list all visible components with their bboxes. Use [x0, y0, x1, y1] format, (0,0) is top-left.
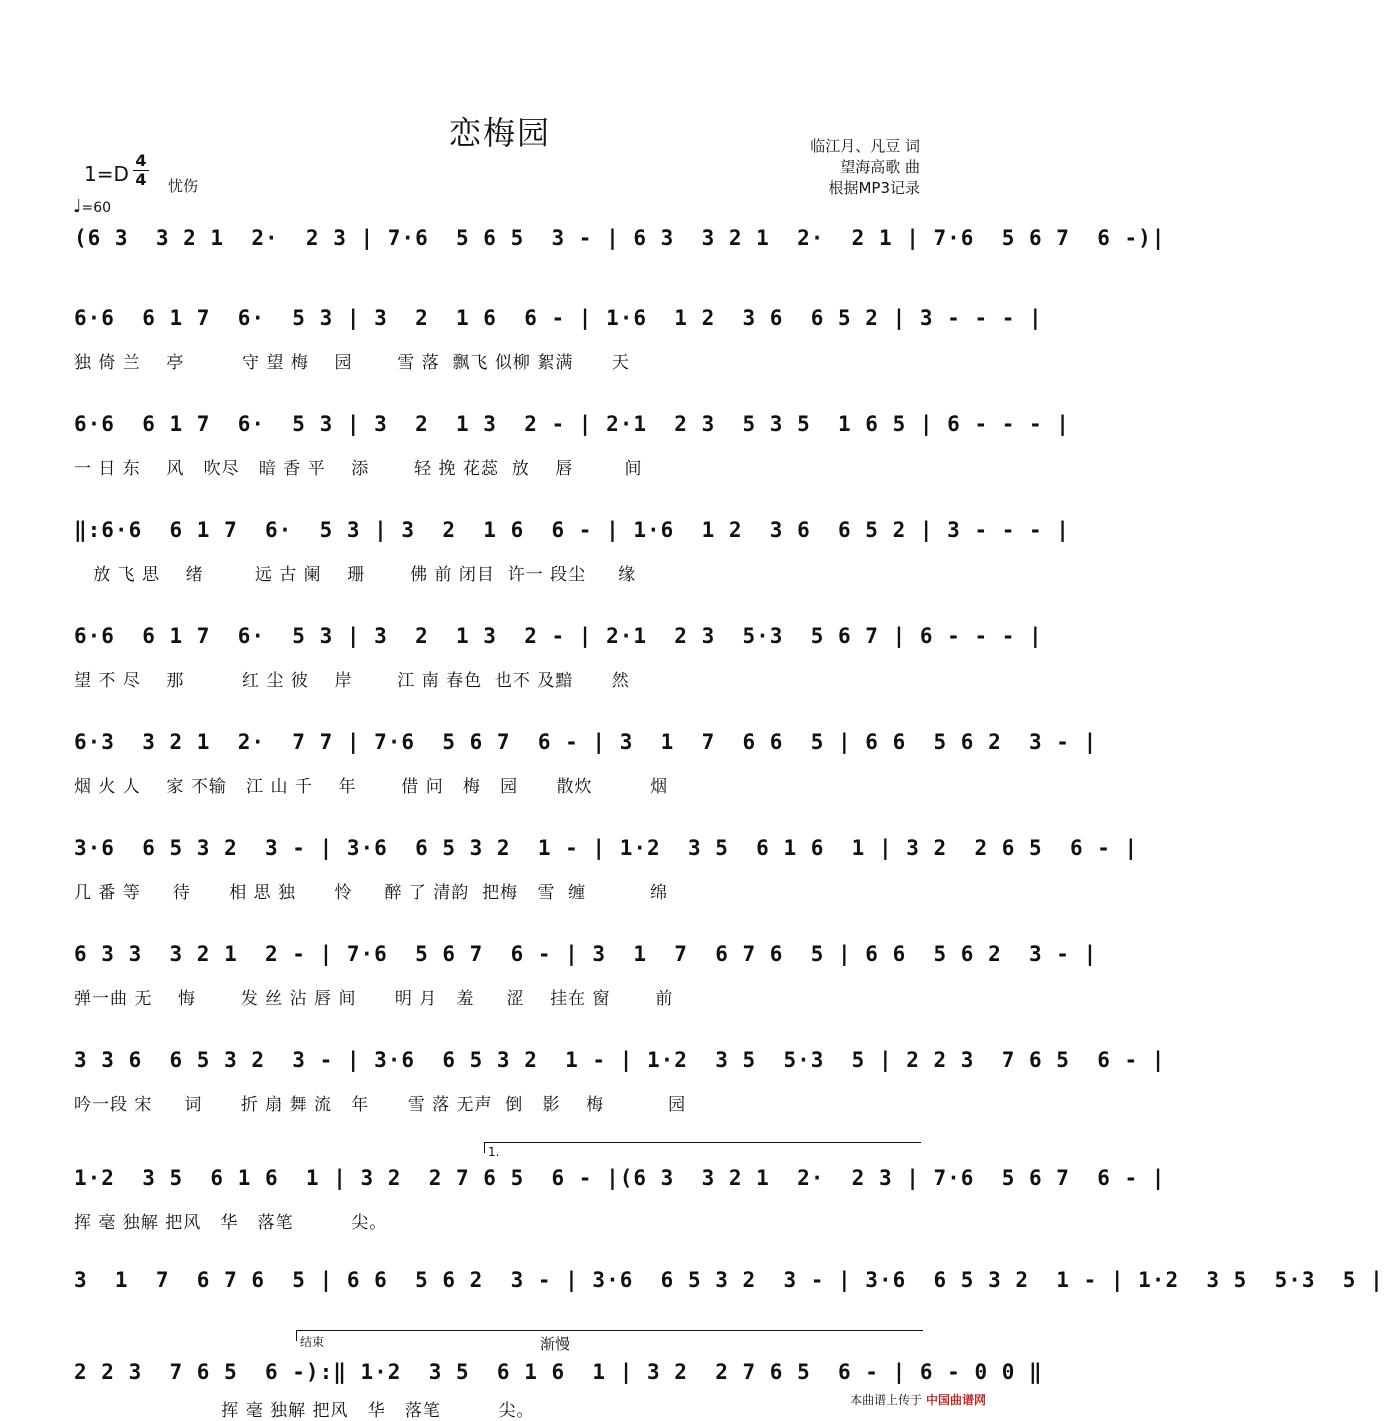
notation-line: 3 3 6 6 5 3 2 3 - | 3·6 6 5 3 2 1 - | 1·2 3 5 5·3 5 | 2 2 3 7 6 5 6 - | — [74, 1048, 1166, 1072]
notation-line: 6·6 6 1 7 6· 5 3 | 3 2 1 3 2 - | 2·1 2 3 5·3 5 6 7 | 6 - - - | — [74, 624, 1043, 648]
ending-bracket — [296, 1330, 923, 1341]
quarter-note-icon: ♩ — [73, 196, 82, 217]
key-signature: 1=D — [84, 162, 129, 186]
notation-line: 2 2 3 7 6 5 6 -):‖ 1·2 3 5 6 1 6 1 | 3 2 2 7 6 5 6 - | 6 - 0 0 ‖ — [74, 1360, 1043, 1384]
footer-credit — [850, 1391, 986, 1408]
notation-line: ‖:6·6 6 1 7 6· 5 3 | 3 2 1 6 6 - | 1·6 1 2 3 6 6 5 2 | 3 - - - | — [74, 518, 1070, 542]
ritardando-marking: 渐慢 — [540, 1335, 571, 1353]
lyric-line: 弹一曲 无 悔 发 丝 沾 唇 间 明 月 羞 涩 挂在 窗 前 — [74, 989, 674, 1009]
score-system-3 — [74, 398, 1070, 498]
score-system-4 — [74, 504, 1070, 604]
lyric-line: 几 番 等 待 相 思 独 怜 醉 了 清韵 把梅 雪 缠 绵 — [74, 883, 669, 903]
mood-marking: 忧伤 — [168, 177, 199, 195]
song-title: 恋梅园 — [448, 114, 551, 152]
score-system-9 — [74, 1034, 1166, 1134]
score-system-10 — [74, 1152, 1166, 1252]
transcription-note: 根据MP3记录 — [828, 179, 920, 197]
lyric-line: 吟一段 宋 词 折 扇 舞 流 年 雪 落 无声 倒 影 梅 园 — [74, 1095, 687, 1115]
score-system-5 — [74, 610, 1043, 710]
meter-bottom: 4 — [135, 170, 147, 189]
notation-line: 6·6 6 1 7 6· 5 3 | 3 2 1 6 6 - | 1·6 1 2 3 6 6 5 2 | 3 - - - | — [74, 306, 1043, 330]
composer: 望海高歌 曲 — [840, 158, 920, 176]
lyric-line: 望 不 尽 那 红 尘 彼 岸 江 南 春色 也不 及黯 然 — [74, 671, 630, 691]
score-system-7 — [74, 822, 1139, 922]
time-signature — [133, 152, 149, 189]
notation-line: 6·3 3 2 1 2· 7 7 | 7·6 5 6 7 6 - | 3 1 7 6 6 5 | 6 6 5 6 2 3 - | — [74, 730, 1098, 754]
ending-label: 结束 — [300, 1335, 325, 1349]
score-system-8 — [74, 928, 1098, 1028]
score-system-2 — [74, 292, 1043, 392]
notation-line: (6 3 3 2 1 2· 2 3 | 7·6 5 6 5 3 - | 6 3 3 2 1 2· 2 1 | 7·6 5 6 7 6 -)| — [74, 226, 1166, 250]
notation-line: 1·2 3 5 6 1 6 1 | 3 2 2 7 6 5 6 - |(6 3 3 2 1 2· 2 3 | 7·6 5 6 7 6 - | — [74, 1166, 1166, 1190]
footer-text: 本曲谱上传于 — [850, 1393, 923, 1407]
site-logo: 中国曲谱网 — [925, 1393, 986, 1407]
lyric-line: 挥 毫 独解 把风 华 落笔 尖。 — [74, 1213, 388, 1233]
lyric-line: 放 飞 思 绪 远 古 阑 珊 佛 前 闭目 许一 段尘 缘 — [74, 565, 637, 585]
tempo-value: =60 — [81, 200, 112, 216]
volta-label: 1. — [488, 1145, 500, 1159]
notation-line: 6·6 6 1 7 6· 5 3 | 3 2 1 3 2 - | 2·1 2 3 5 3 5 1 6 5 | 6 - - - | — [74, 412, 1070, 436]
notation-line: 3 1 7 6 7 6 5 | 6 6 5 6 2 3 - | 3·6 6 5 3 2 3 - | 3·6 6 5 3 2 1 - | 1·2 3 5 5·3 5 | — [74, 1268, 1384, 1292]
lyric-line: 独 倚 兰 亭 守 望 梅 园 雪 落 飘飞 似柳 絮满 天 — [74, 353, 630, 373]
lyric-line: 挥 毫 独解 把风 华 落笔 尖。 — [74, 1401, 535, 1421]
notation-line: 3·6 6 5 3 2 3 - | 3·6 6 5 3 2 1 - | 1·2 3 5 6 1 6 1 | 3 2 2 6 5 6 - | — [74, 836, 1139, 860]
score-system-6 — [74, 716, 1098, 816]
lyricist: 临江月、凡豆 词 — [810, 137, 920, 155]
lyric-line: 一 日 东 风 吹尽 暗 香 平 添 轻 挽 花蕊 放 唇 间 — [74, 459, 643, 479]
meter-top: 4 — [135, 151, 147, 170]
lyric-line: 烟 火 人 家 不输 江 山 千 年 借 问 梅 园 散炊 烟 — [74, 777, 669, 797]
notation-line: 6 3 3 3 2 1 2 - | 7·6 5 6 7 6 - | 3 1 7 6 7 6 5 | 6 6 5 6 2 3 - | — [74, 942, 1098, 966]
credits — [810, 136, 920, 199]
